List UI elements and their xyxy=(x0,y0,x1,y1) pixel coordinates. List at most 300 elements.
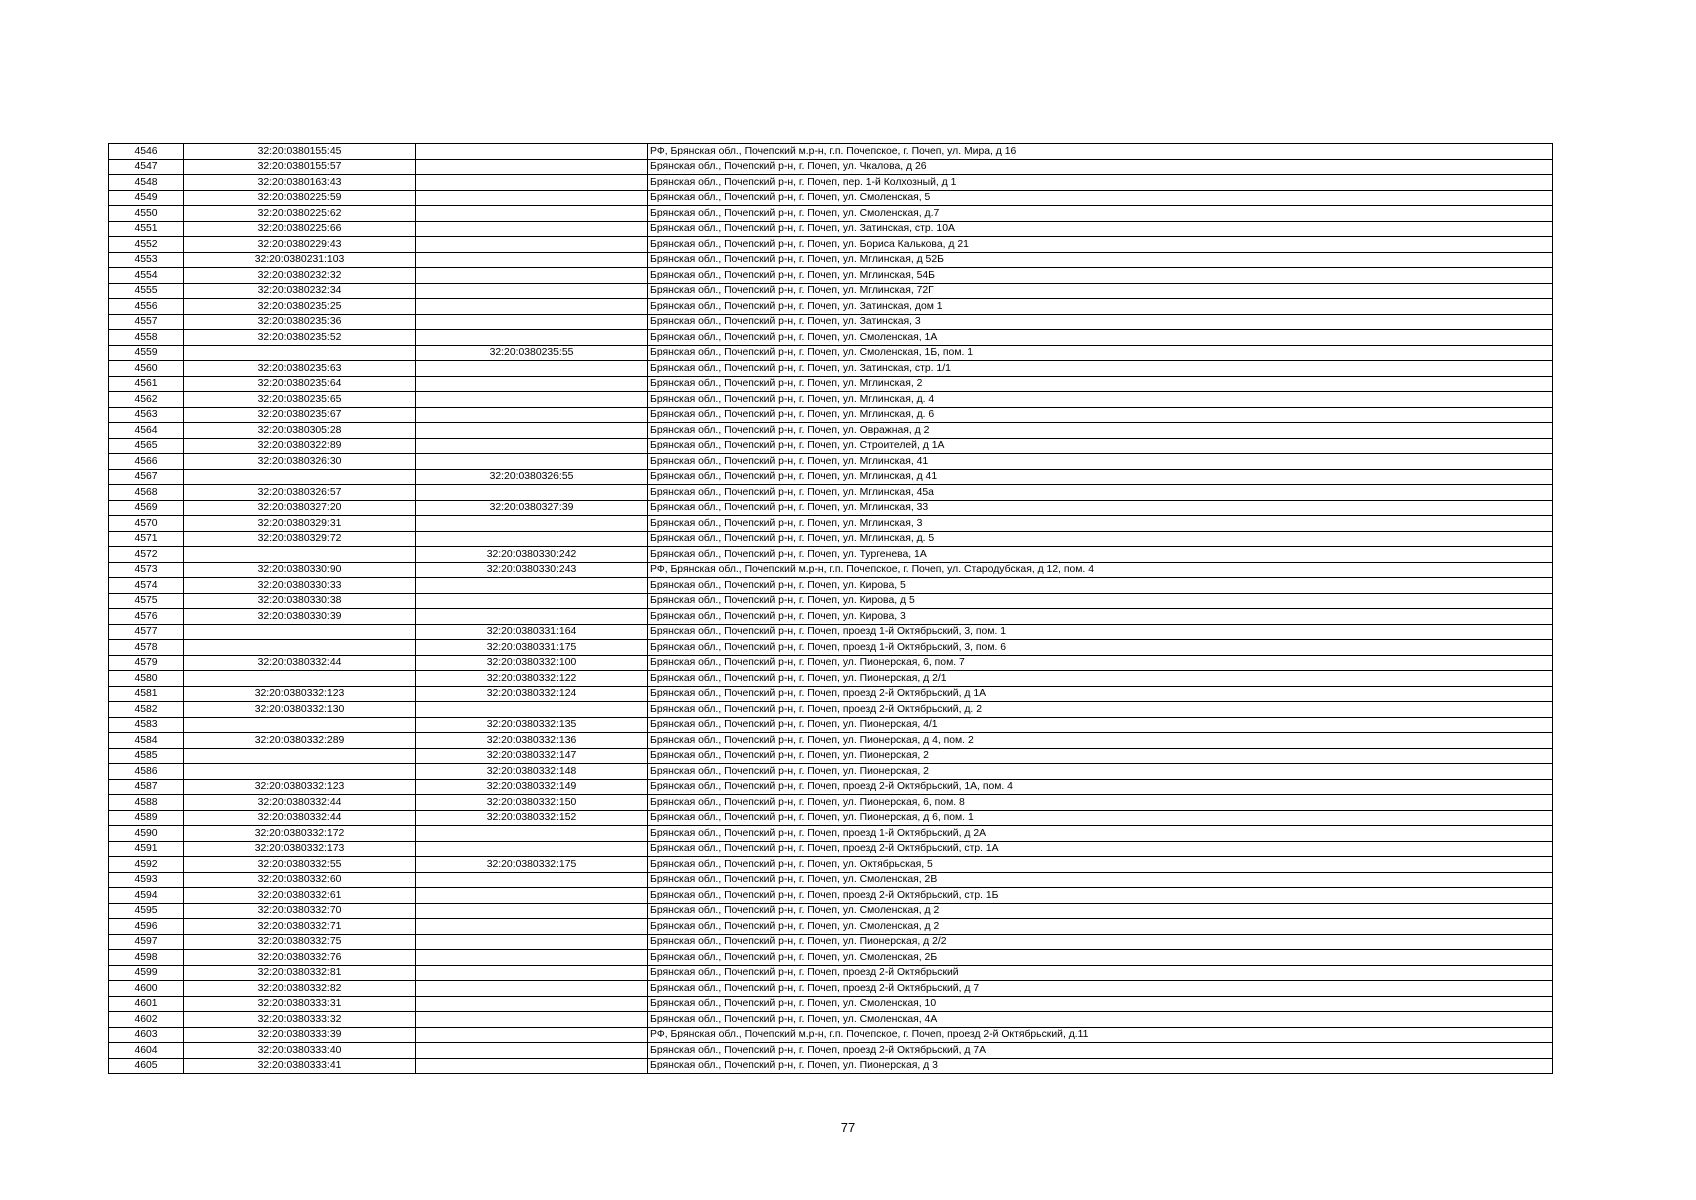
building-cadastral-number-cell xyxy=(416,934,648,950)
building-cadastral-number-cell xyxy=(416,376,648,392)
building-cadastral-number-cell xyxy=(416,950,648,966)
row-number-cell: 4567 xyxy=(109,469,184,485)
row-number-cell: 4568 xyxy=(109,485,184,501)
table-row xyxy=(109,981,1553,997)
cadastral-number-cell: 32:20:0380163:43 xyxy=(184,175,416,191)
building-cadastral-number-cell xyxy=(416,888,648,904)
row-number-cell: 4549 xyxy=(109,190,184,206)
cadastral-number-cell: 32:20:0380332:82 xyxy=(184,981,416,997)
table-row xyxy=(109,345,1553,361)
row-number-cell: 4575 xyxy=(109,593,184,609)
table-row xyxy=(109,748,1553,764)
cadastral-number-cell xyxy=(184,748,416,764)
table-row xyxy=(109,206,1553,222)
cadastral-number-cell: 32:20:0380332:60 xyxy=(184,872,416,888)
row-number-cell: 4560 xyxy=(109,361,184,377)
row-number-cell: 4556 xyxy=(109,299,184,315)
address-cell: Брянская обл., Почепский р-н, г. Почеп, ул. Затинская, дом 1 xyxy=(648,299,1553,315)
address-cell: РФ, Брянская обл., Почепский м.р-н, г.п. Почепское, г. Почеп, ул. Стародубская, д 12, пом. 4 xyxy=(648,562,1553,578)
table-row xyxy=(109,144,1553,160)
row-number-cell: 4598 xyxy=(109,950,184,966)
address-cell: Брянская обл., Почепский р-н, г. Почеп, ул. Смоленская, 4А xyxy=(648,1012,1553,1028)
table-row xyxy=(109,795,1553,811)
address-cell: Брянская обл., Почепский р-н, г. Почеп, ул. Пионерская, д 6, пом. 1 xyxy=(648,810,1553,826)
table-row xyxy=(109,733,1553,749)
building-cadastral-number-cell: 32:20:0380332:175 xyxy=(416,857,648,873)
table-row xyxy=(109,624,1553,640)
cadastral-number-cell: 32:20:0380332:44 xyxy=(184,655,416,671)
table-row xyxy=(109,810,1553,826)
building-cadastral-number-cell xyxy=(416,175,648,191)
table-row xyxy=(109,593,1553,609)
cadastral-number-cell: 32:20:0380333:40 xyxy=(184,1043,416,1059)
table-row xyxy=(109,330,1553,346)
cadastral-number-cell: 32:20:0380332:123 xyxy=(184,686,416,702)
cadastral-number-cell: 32:20:0380333:39 xyxy=(184,1027,416,1043)
cadastral-number-cell: 32:20:0380332:75 xyxy=(184,934,416,950)
row-number-cell: 4555 xyxy=(109,283,184,299)
building-cadastral-number-cell xyxy=(416,1058,648,1074)
row-number-cell: 4566 xyxy=(109,454,184,470)
address-cell: Брянская обл., Почепский р-н, г. Почеп, ул. Пионерская, 6, пом. 8 xyxy=(648,795,1553,811)
cadastral-number-cell: 32:20:0380229:43 xyxy=(184,237,416,253)
table-row xyxy=(109,1058,1553,1074)
row-number-cell: 4558 xyxy=(109,330,184,346)
address-cell: Брянская обл., Почепский р-н, г. Почеп, ул. Пионерская, 4/1 xyxy=(648,717,1553,733)
address-cell: Брянская обл., Почепский р-н, г. Почеп, ул. Мглинская, д 41 xyxy=(648,469,1553,485)
address-cell: Брянская обл., Почепский р-н, г. Почеп, ул. Мглинская, 2 xyxy=(648,376,1553,392)
table-row xyxy=(109,686,1553,702)
cadastral-number-cell: 32:20:0380305:28 xyxy=(184,423,416,439)
building-cadastral-number-cell xyxy=(416,531,648,547)
building-cadastral-number-cell xyxy=(416,268,648,284)
row-number-cell: 4578 xyxy=(109,640,184,656)
cadastral-number-cell xyxy=(184,547,416,563)
building-cadastral-number-cell: 32:20:0380332:122 xyxy=(416,671,648,687)
address-cell: Брянская обл., Почепский р-н, г. Почеп, ул. Пионерская, д 4, пом. 2 xyxy=(648,733,1553,749)
building-cadastral-number-cell xyxy=(416,593,648,609)
row-number-cell: 4587 xyxy=(109,779,184,795)
address-cell: Брянская обл., Почепский р-н, г. Почеп, ул. Смоленская, 1Б, пом. 1 xyxy=(648,345,1553,361)
table-row xyxy=(109,392,1553,408)
row-number-cell: 4547 xyxy=(109,159,184,175)
address-cell: Брянская обл., Почепский р-н, г. Почеп, ул. Мглинская, д. 5 xyxy=(648,531,1553,547)
address-cell: Брянская обл., Почепский р-н, г. Почеп, ул. Мглинская, 72Г xyxy=(648,283,1553,299)
address-cell: Брянская обл., Почепский р-н, г. Почеп, ул. Смоленская, д.7 xyxy=(648,206,1553,222)
cadastral-number-cell: 32:20:0380329:72 xyxy=(184,531,416,547)
row-number-cell: 4553 xyxy=(109,252,184,268)
table-row xyxy=(109,671,1553,687)
cadastral-number-cell: 32:20:0380322:89 xyxy=(184,438,416,454)
row-number-cell: 4597 xyxy=(109,934,184,950)
table-row xyxy=(109,531,1553,547)
address-cell: Брянская обл., Почепский р-н, г. Почеп, проезд 2-й Октябрьский, стр. 1Б xyxy=(648,888,1553,904)
row-number-cell: 4586 xyxy=(109,764,184,780)
cadastral-number-cell: 32:20:0380332:70 xyxy=(184,903,416,919)
cadastral-number-cell: 32:20:0380235:63 xyxy=(184,361,416,377)
table-row xyxy=(109,1043,1553,1059)
table-row xyxy=(109,764,1553,780)
building-cadastral-number-cell xyxy=(416,965,648,981)
table-row xyxy=(109,841,1553,857)
cadastral-number-cell: 32:20:0380155:45 xyxy=(184,144,416,160)
cadastral-number-cell xyxy=(184,345,416,361)
cadastral-number-cell: 32:20:0380333:41 xyxy=(184,1058,416,1074)
building-cadastral-number-cell xyxy=(416,826,648,842)
building-cadastral-number-cell: 32:20:0380332:135 xyxy=(416,717,648,733)
address-cell: Брянская обл., Почепский р-н, г. Почеп, ул. Бориса Калькова, д 21 xyxy=(648,237,1553,253)
row-number-cell: 4589 xyxy=(109,810,184,826)
row-number-cell: 4570 xyxy=(109,516,184,532)
cadastral-number-cell: 32:20:0380327:20 xyxy=(184,500,416,516)
table-row xyxy=(109,361,1553,377)
row-number-cell: 4563 xyxy=(109,407,184,423)
address-cell: Брянская обл., Почепский р-н, г. Почеп, ул. Чкалова, д 26 xyxy=(648,159,1553,175)
row-number-cell: 4604 xyxy=(109,1043,184,1059)
row-number-cell: 4572 xyxy=(109,547,184,563)
building-cadastral-number-cell xyxy=(416,609,648,625)
row-number-cell: 4557 xyxy=(109,314,184,330)
building-cadastral-number-cell: 32:20:0380332:124 xyxy=(416,686,648,702)
building-cadastral-number-cell xyxy=(416,1043,648,1059)
table-row xyxy=(109,826,1553,842)
address-cell: Брянская обл., Почепский р-н, г. Почеп, ул. Пионерская, д 2/2 xyxy=(648,934,1553,950)
building-cadastral-number-cell xyxy=(416,1012,648,1028)
address-cell: Брянская обл., Почепский р-н, г. Почеп, ул. Мглинская, 41 xyxy=(648,454,1553,470)
table-row xyxy=(109,934,1553,950)
building-cadastral-number-cell xyxy=(416,314,648,330)
address-cell: Брянская обл., Почепский р-н, г. Почеп, ул. Овражная, д 2 xyxy=(648,423,1553,439)
building-cadastral-number-cell xyxy=(416,361,648,377)
address-cell: Брянская обл., Почепский р-н, г. Почеп, ул. Пионерская, 2 xyxy=(648,748,1553,764)
building-cadastral-number-cell xyxy=(416,702,648,718)
address-cell: Брянская обл., Почепский р-н, г. Почеп, ул. Кирова, 3 xyxy=(648,609,1553,625)
table-row xyxy=(109,469,1553,485)
address-cell: Брянская обл., Почепский р-н, г. Почеп, ул. Смоленская, 1А xyxy=(648,330,1553,346)
building-cadastral-number-cell: 32:20:0380332:148 xyxy=(416,764,648,780)
cadastral-number-cell: 32:20:0380330:90 xyxy=(184,562,416,578)
row-number-cell: 4550 xyxy=(109,206,184,222)
row-number-cell: 4565 xyxy=(109,438,184,454)
row-number-cell: 4594 xyxy=(109,888,184,904)
row-number-cell: 4559 xyxy=(109,345,184,361)
registry-table xyxy=(108,143,1553,1074)
address-cell: Брянская обл., Почепский р-н, г. Почеп, ул. Смоленская, д 2 xyxy=(648,903,1553,919)
address-cell: Брянская обл., Почепский р-н, г. Почеп, проезд 2-й Октябрьский, 1А, пом. 4 xyxy=(648,779,1553,795)
table-row xyxy=(109,857,1553,873)
row-number-cell: 4554 xyxy=(109,268,184,284)
building-cadastral-number-cell: 32:20:0380332:149 xyxy=(416,779,648,795)
row-number-cell: 4603 xyxy=(109,1027,184,1043)
cadastral-number-cell: 32:20:0380225:66 xyxy=(184,221,416,237)
building-cadastral-number-cell: 32:20:0380332:147 xyxy=(416,748,648,764)
table-row xyxy=(109,1012,1553,1028)
row-number-cell: 4548 xyxy=(109,175,184,191)
table-row xyxy=(109,702,1553,718)
address-cell: Брянская обл., Почепский р-н, г. Почеп, проезд 1-й Октябрьский, 3, пом. 6 xyxy=(648,640,1553,656)
cadastral-number-cell: 32:20:0380235:52 xyxy=(184,330,416,346)
cadastral-number-cell: 32:20:0380231:103 xyxy=(184,252,416,268)
row-number-cell: 4599 xyxy=(109,965,184,981)
table-row xyxy=(109,640,1553,656)
table-row xyxy=(109,175,1553,191)
address-cell: Брянская обл., Почепский р-н, г. Почеп, проезд 1-й Октябрьский, д 2А xyxy=(648,826,1553,842)
row-number-cell: 4595 xyxy=(109,903,184,919)
row-number-cell: 4585 xyxy=(109,748,184,764)
row-number-cell: 4551 xyxy=(109,221,184,237)
cadastral-number-cell: 32:20:0380332:130 xyxy=(184,702,416,718)
table-row xyxy=(109,376,1553,392)
cadastral-number-cell: 32:20:0380332:71 xyxy=(184,919,416,935)
row-number-cell: 4596 xyxy=(109,919,184,935)
address-cell: Брянская обл., Почепский р-н, г. Почеп, проезд 2-й Октябрьский, д 1А xyxy=(648,686,1553,702)
row-number-cell: 4561 xyxy=(109,376,184,392)
building-cadastral-number-cell xyxy=(416,981,648,997)
row-number-cell: 4552 xyxy=(109,237,184,253)
building-cadastral-number-cell: 32:20:0380326:55 xyxy=(416,469,648,485)
table-row xyxy=(109,1027,1553,1043)
row-number-cell: 4579 xyxy=(109,655,184,671)
cadastral-number-cell: 32:20:0380326:30 xyxy=(184,454,416,470)
building-cadastral-number-cell: 32:20:0380235:55 xyxy=(416,345,648,361)
address-cell: Брянская обл., Почепский р-н, г. Почеп, ул. Мглинская, 45а xyxy=(648,485,1553,501)
building-cadastral-number-cell xyxy=(416,438,648,454)
address-cell: Брянская обл., Почепский р-н, г. Почеп, проезд 2-й Октябрьский, д. 2 xyxy=(648,702,1553,718)
table-row xyxy=(109,252,1553,268)
table-row xyxy=(109,516,1553,532)
building-cadastral-number-cell xyxy=(416,516,648,532)
cadastral-number-cell: 32:20:0380332:289 xyxy=(184,733,416,749)
cadastral-number-cell: 32:20:0380332:123 xyxy=(184,779,416,795)
table-row xyxy=(109,407,1553,423)
address-cell: Брянская обл., Почепский р-н, г. Почеп, проезд 1-й Октябрьский, 3, пом. 1 xyxy=(648,624,1553,640)
address-cell: Брянская обл., Почепский р-н, г. Почеп, пер. 1-й Колхозный, д 1 xyxy=(648,175,1553,191)
table-row xyxy=(109,919,1553,935)
row-number-cell: 4582 xyxy=(109,702,184,718)
table-row xyxy=(109,655,1553,671)
cadastral-number-cell: 32:20:0380235:64 xyxy=(184,376,416,392)
building-cadastral-number-cell: 32:20:0380330:242 xyxy=(416,547,648,563)
address-cell: Брянская обл., Почепский р-н, г. Почеп, ул. Мглинская, д. 4 xyxy=(648,392,1553,408)
building-cadastral-number-cell: 32:20:0380332:152 xyxy=(416,810,648,826)
row-number-cell: 4588 xyxy=(109,795,184,811)
table-row xyxy=(109,872,1553,888)
table-row xyxy=(109,996,1553,1012)
building-cadastral-number-cell xyxy=(416,996,648,1012)
building-cadastral-number-cell: 32:20:0380332:150 xyxy=(416,795,648,811)
building-cadastral-number-cell: 32:20:0380330:243 xyxy=(416,562,648,578)
table-row xyxy=(109,237,1553,253)
address-cell: Брянская обл., Почепский р-н, г. Почеп, ул. Мглинская, 54Б xyxy=(648,268,1553,284)
table-row xyxy=(109,190,1553,206)
table-row xyxy=(109,888,1553,904)
building-cadastral-number-cell xyxy=(416,903,648,919)
registry-table-body xyxy=(109,144,1553,1074)
row-number-cell: 4580 xyxy=(109,671,184,687)
address-cell: Брянская обл., Почепский р-н, г. Почеп, ул. Мглинская, 3 xyxy=(648,516,1553,532)
cadastral-number-cell: 32:20:0380333:32 xyxy=(184,1012,416,1028)
address-cell: Брянская обл., Почепский р-н, г. Почеп, ул. Смоленская, 2В xyxy=(648,872,1553,888)
cadastral-number-cell: 32:20:0380332:44 xyxy=(184,795,416,811)
cadastral-number-cell xyxy=(184,764,416,780)
cadastral-number-cell: 32:20:0380332:173 xyxy=(184,841,416,857)
table-row xyxy=(109,283,1553,299)
address-cell: Брянская обл., Почепский р-н, г. Почеп, ул. Мглинская, д 52Б xyxy=(648,252,1553,268)
cadastral-number-cell: 32:20:0380232:34 xyxy=(184,283,416,299)
building-cadastral-number-cell xyxy=(416,1027,648,1043)
building-cadastral-number-cell: 32:20:0380331:164 xyxy=(416,624,648,640)
building-cadastral-number-cell xyxy=(416,841,648,857)
row-number-cell: 4573 xyxy=(109,562,184,578)
table-row xyxy=(109,423,1553,439)
building-cadastral-number-cell xyxy=(416,919,648,935)
building-cadastral-number-cell xyxy=(416,423,648,439)
cadastral-number-cell: 32:20:0380333:31 xyxy=(184,996,416,1012)
table-row xyxy=(109,609,1553,625)
table-row xyxy=(109,965,1553,981)
table-row xyxy=(109,159,1553,175)
address-cell: Брянская обл., Почепский р-н, г. Почеп, ул. Смоленская, 2Б xyxy=(648,950,1553,966)
address-cell: Брянская обл., Почепский р-н, г. Почеп, ул. Затинская, 3 xyxy=(648,314,1553,330)
table-row xyxy=(109,500,1553,516)
building-cadastral-number-cell xyxy=(416,299,648,315)
table-row xyxy=(109,578,1553,594)
address-cell: Брянская обл., Почепский р-н, г. Почеп, ул. Мглинская, д. 6 xyxy=(648,407,1553,423)
cadastral-number-cell: 32:20:0380332:44 xyxy=(184,810,416,826)
building-cadastral-number-cell xyxy=(416,283,648,299)
address-cell: Брянская обл., Почепский р-н, г. Почеп, ул. Смоленская, д 2 xyxy=(648,919,1553,935)
cadastral-number-cell: 32:20:0380330:39 xyxy=(184,609,416,625)
table-row xyxy=(109,562,1553,578)
table-row xyxy=(109,950,1553,966)
cadastral-number-cell xyxy=(184,671,416,687)
table-row xyxy=(109,779,1553,795)
building-cadastral-number-cell xyxy=(416,578,648,594)
row-number-cell: 4601 xyxy=(109,996,184,1012)
building-cadastral-number-cell xyxy=(416,159,648,175)
row-number-cell: 4576 xyxy=(109,609,184,625)
address-cell: Брянская обл., Почепский р-н, г. Почеп, ул. Кирова, д 5 xyxy=(648,593,1553,609)
table-row xyxy=(109,314,1553,330)
row-number-cell: 4600 xyxy=(109,981,184,997)
address-cell: Брянская обл., Почепский р-н, г. Почеп, ул. Строителей, д 1А xyxy=(648,438,1553,454)
address-cell: Брянская обл., Почепский р-н, г. Почеп, ул. Смоленская, 5 xyxy=(648,190,1553,206)
building-cadastral-number-cell xyxy=(416,872,648,888)
cadastral-number-cell: 32:20:0380235:25 xyxy=(184,299,416,315)
cadastral-number-cell: 32:20:0380235:65 xyxy=(184,392,416,408)
cadastral-number-cell: 32:20:0380232:32 xyxy=(184,268,416,284)
row-number-cell: 4577 xyxy=(109,624,184,640)
table-row xyxy=(109,268,1553,284)
building-cadastral-number-cell: 32:20:0380332:136 xyxy=(416,733,648,749)
row-number-cell: 4584 xyxy=(109,733,184,749)
address-cell: Брянская обл., Почепский р-н, г. Почеп, ул. Пионерская, д 2/1 xyxy=(648,671,1553,687)
building-cadastral-number-cell xyxy=(416,392,648,408)
table-row xyxy=(109,485,1553,501)
cadastral-number-cell: 32:20:0380332:61 xyxy=(184,888,416,904)
row-number-cell: 4574 xyxy=(109,578,184,594)
page-number: 77 xyxy=(840,1120,856,1135)
building-cadastral-number-cell xyxy=(416,237,648,253)
cadastral-number-cell xyxy=(184,640,416,656)
building-cadastral-number-cell: 32:20:0380327:39 xyxy=(416,500,648,516)
cadastral-number-cell: 32:20:0380332:55 xyxy=(184,857,416,873)
address-cell: Брянская обл., Почепский р-н, г. Почеп, ул. Смоленская, 10 xyxy=(648,996,1553,1012)
cadastral-number-cell: 32:20:0380332:81 xyxy=(184,965,416,981)
cadastral-number-cell: 32:20:0380225:62 xyxy=(184,206,416,222)
row-number-cell: 4571 xyxy=(109,531,184,547)
address-cell: Брянская обл., Почепский р-н, г. Почеп, проезд 2-й Октябрьский, д 7А xyxy=(648,1043,1553,1059)
building-cadastral-number-cell: 32:20:0380332:100 xyxy=(416,655,648,671)
table-row xyxy=(109,454,1553,470)
building-cadastral-number-cell xyxy=(416,221,648,237)
building-cadastral-number-cell xyxy=(416,485,648,501)
row-number-cell: 4564 xyxy=(109,423,184,439)
cadastral-number-cell: 32:20:0380330:38 xyxy=(184,593,416,609)
address-cell: Брянская обл., Почепский р-н, г. Почеп, проезд 2-й Октябрьский, д 7 xyxy=(648,981,1553,997)
cadastral-number-cell: 32:20:0380330:33 xyxy=(184,578,416,594)
cadastral-number-cell: 32:20:0380332:172 xyxy=(184,826,416,842)
table-row xyxy=(109,547,1553,563)
cadastral-number-cell: 32:20:0380225:59 xyxy=(184,190,416,206)
row-number-cell: 4583 xyxy=(109,717,184,733)
building-cadastral-number-cell xyxy=(416,252,648,268)
row-number-cell: 4591 xyxy=(109,841,184,857)
address-cell: Брянская обл., Почепский р-н, г. Почеп, ул. Пионерская, д 3 xyxy=(648,1058,1553,1074)
cadastral-number-cell xyxy=(184,624,416,640)
address-cell: Брянская обл., Почепский р-н, г. Почеп, ул. Октябрьская, 5 xyxy=(648,857,1553,873)
row-number-cell: 4592 xyxy=(109,857,184,873)
cadastral-number-cell: 32:20:0380235:67 xyxy=(184,407,416,423)
building-cadastral-number-cell xyxy=(416,330,648,346)
row-number-cell: 4590 xyxy=(109,826,184,842)
address-cell: Брянская обл., Почепский р-н, г. Почеп, ул. Пионерская, 6, пом. 7 xyxy=(648,655,1553,671)
address-cell: Брянская обл., Почепский р-н, г. Почеп, проезд 2-й Октябрьский xyxy=(648,965,1553,981)
row-number-cell: 4562 xyxy=(109,392,184,408)
cadastral-number-cell: 32:20:0380329:31 xyxy=(184,516,416,532)
table-row xyxy=(109,717,1553,733)
row-number-cell: 4605 xyxy=(109,1058,184,1074)
building-cadastral-number-cell: 32:20:0380331:175 xyxy=(416,640,648,656)
cadastral-number-cell: 32:20:0380326:57 xyxy=(184,485,416,501)
table-row xyxy=(109,221,1553,237)
row-number-cell: 4581 xyxy=(109,686,184,702)
address-cell: РФ, Брянская обл., Почепский м.р-н, г.п. Почепское, г. Почеп, проезд 2-й Октябрьский, д.11 xyxy=(648,1027,1553,1043)
building-cadastral-number-cell xyxy=(416,190,648,206)
cadastral-number-cell xyxy=(184,469,416,485)
table-row xyxy=(109,903,1553,919)
row-number-cell: 4546 xyxy=(109,144,184,160)
cadastral-number-cell xyxy=(184,717,416,733)
building-cadastral-number-cell xyxy=(416,144,648,160)
building-cadastral-number-cell xyxy=(416,407,648,423)
address-cell: Брянская обл., Почепский р-н, г. Почеп, ул. Пионерская, 2 xyxy=(648,764,1553,780)
table-row xyxy=(109,299,1553,315)
address-cell: Брянская обл., Почепский р-н, г. Почеп, ул. Кирова, 5 xyxy=(648,578,1553,594)
address-cell: РФ, Брянская обл., Почепский м.р-н, г.п. Почепское, г. Почеп, ул. Мира, д 16 xyxy=(648,144,1553,160)
building-cadastral-number-cell xyxy=(416,454,648,470)
cadastral-number-cell: 32:20:0380235:36 xyxy=(184,314,416,330)
address-cell: Брянская обл., Почепский р-н, г. Почеп, ул. Затинская, стр. 1/1 xyxy=(648,361,1553,377)
address-cell: Брянская обл., Почепский р-н, г. Почеп, ул. Мглинская, 33 xyxy=(648,500,1553,516)
cadastral-number-cell: 32:20:0380332:76 xyxy=(184,950,416,966)
address-cell: Брянская обл., Почепский р-н, г. Почеп, проезд 2-й Октябрьский, стр. 1А xyxy=(648,841,1553,857)
row-number-cell: 4569 xyxy=(109,500,184,516)
table-row xyxy=(109,438,1553,454)
cadastral-number-cell: 32:20:0380155:57 xyxy=(184,159,416,175)
address-cell: Брянская обл., Почепский р-н, г. Почеп, ул. Тургенева, 1А xyxy=(648,547,1553,563)
row-number-cell: 4602 xyxy=(109,1012,184,1028)
